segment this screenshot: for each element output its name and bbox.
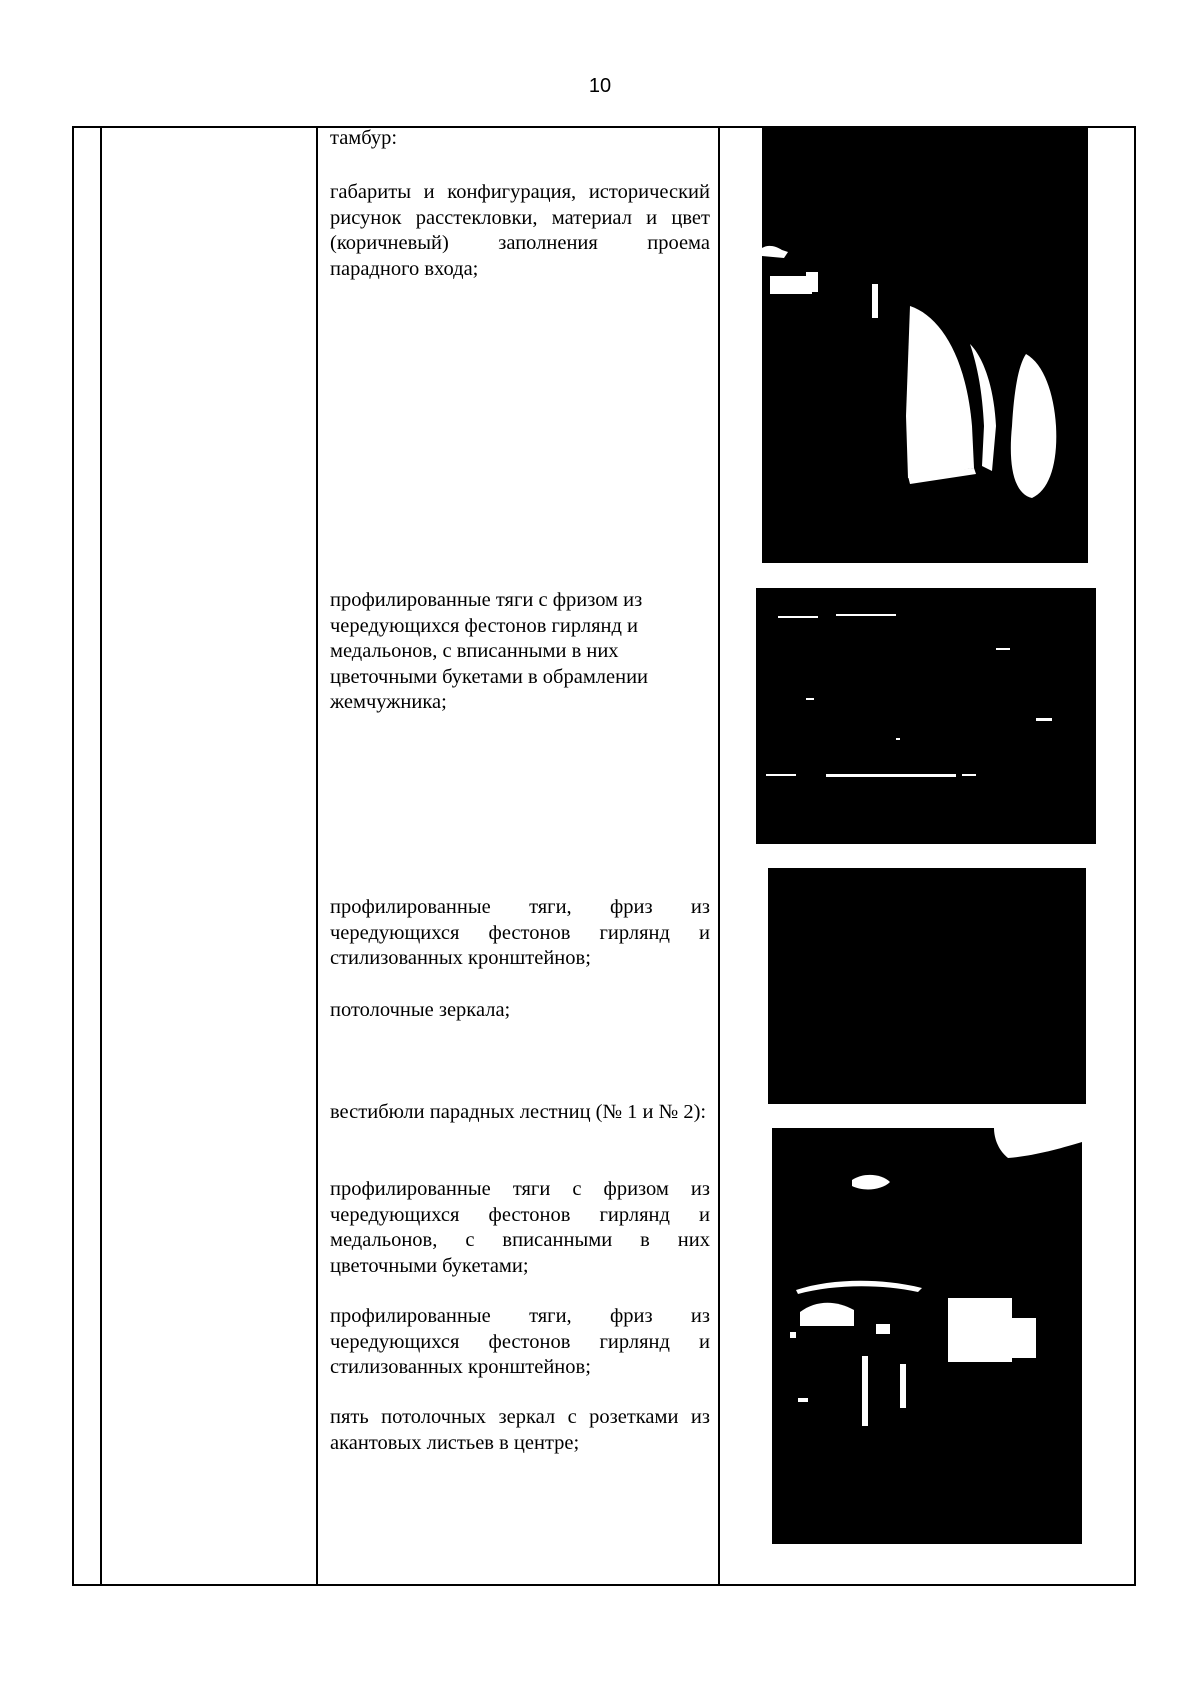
text-ceiling-mirrors: потолочные зеркала; — [330, 999, 511, 1021]
text-staircase-vestibules: вестибюли парадных лестниц (№ 1 и № 2): — [330, 1101, 707, 1123]
text-entrance-fill: габариты и конфигурация, исторический рисунок расстекловки, материал и цвет (коричневый) заполнения проема парадного входа; — [330, 181, 710, 280]
frieze-garland-photo — [756, 588, 1096, 844]
ceiling-mirror-photo — [768, 868, 1086, 1104]
text-profiled-rods-brackets: профилированные тяги, фриз из чередующихся фестонов гирлянд и стилизованных кронштейнов; — [330, 896, 710, 969]
column-divider-2 — [316, 128, 318, 1584]
column-divider-1 — [100, 128, 102, 1584]
staircase-vestibule-photo — [772, 1128, 1082, 1544]
text-five-ceiling-mirrors: пять потолочных зеркал с розетками из акантовых листьев в центре; — [330, 1406, 710, 1454]
text-vestibule-heading: тамбур: — [330, 127, 398, 149]
entrance-door-photo — [762, 126, 1088, 563]
page-number: 10 — [588, 75, 612, 97]
text-profiled-rods-medallions: профилированные тяги с фризом из чередующихся фестонов гирлянд и медальонов, с вписанными в них цветочными букетами в обрамлении жемчужника; — [330, 589, 649, 713]
text-profiled-rods-brackets-2: профилированные тяги, фриз из чередующихся фестонов гирлянд и стилизованных кронштейнов; — [330, 1305, 710, 1378]
text-profiled-rods-bouquets: профилированные тяги с фризом из чередующихся фестонов гирлянд и медальонов, с вписанными в них цветочными букетами; — [330, 1178, 710, 1277]
column-divider-3 — [718, 128, 720, 1584]
